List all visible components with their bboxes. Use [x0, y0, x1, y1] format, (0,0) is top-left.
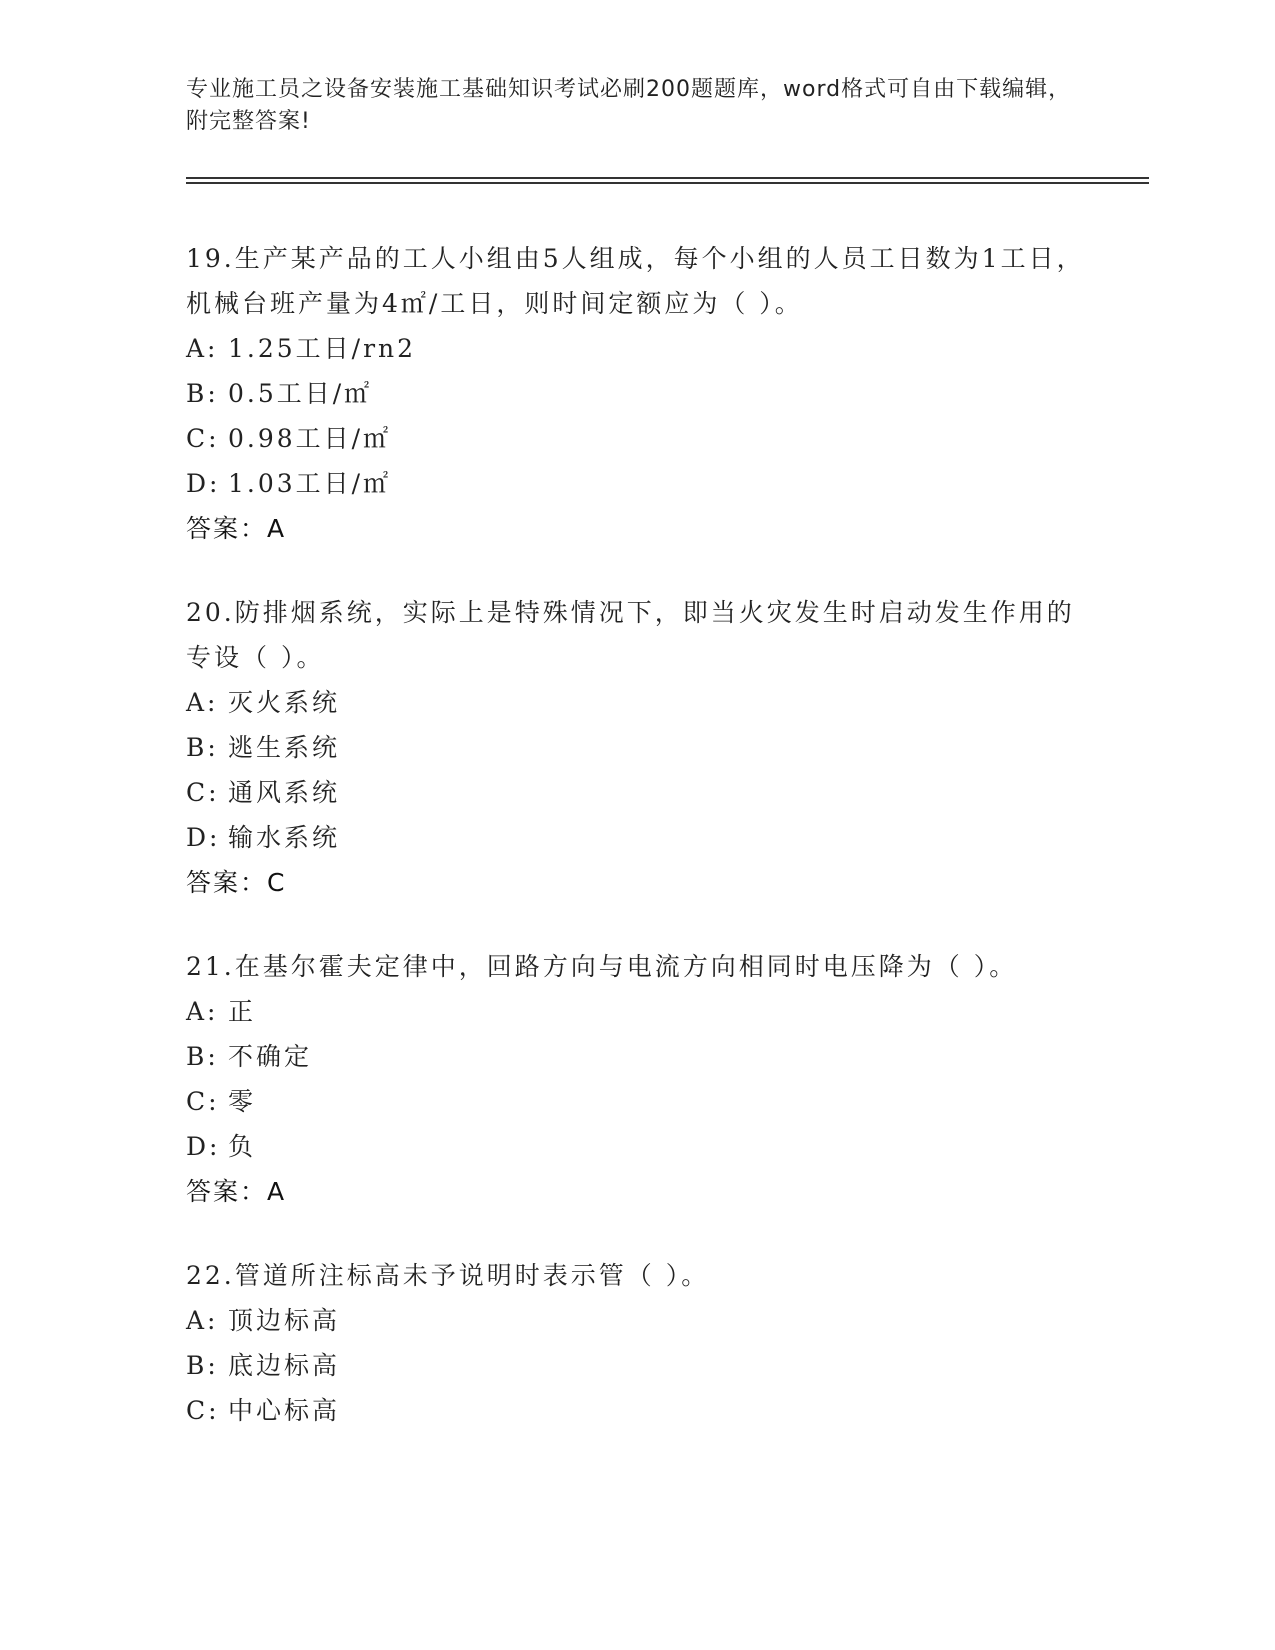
question-21	[186, 944, 1086, 1214]
option-key: D:	[186, 1132, 221, 1161]
option-b	[186, 725, 1086, 770]
option-text: 0.98工日/㎡	[228, 424, 392, 453]
option-key: A:	[186, 1306, 219, 1335]
option-a	[186, 326, 1086, 371]
option-d	[186, 1124, 1086, 1169]
option-c	[186, 770, 1086, 815]
question-text: 19.生产某产品的工人小组由5人组成，每个小组的人员工日数为1工日，机械台班产量为4㎡/工日，则时间定额应为（ ）。	[186, 244, 1085, 318]
option-text: 灭火系统	[228, 688, 341, 717]
question-text: 20.防排烟系统，实际上是特殊情况下，即当火灾发生时启动发生作用的专设（ ）。	[186, 598, 1075, 672]
option-key: C:	[186, 1396, 220, 1425]
option-text: 0.5工日/㎡	[228, 379, 373, 408]
option-key: C:	[186, 778, 220, 807]
question-list	[186, 236, 1086, 1472]
question-text: 22.管道所注标高未予说明时表示管（ ）。	[186, 1261, 710, 1290]
option-text: 中心标高	[228, 1396, 341, 1425]
option-key: A:	[186, 688, 219, 717]
option-b	[186, 371, 1086, 416]
option-a	[186, 1298, 1086, 1343]
option-d	[186, 815, 1086, 860]
option-b	[186, 1034, 1086, 1079]
option-key: A:	[186, 334, 219, 363]
option-text: 1.25工日/rn2	[228, 334, 417, 363]
question-20	[186, 590, 1086, 905]
option-c	[186, 1388, 1086, 1433]
header-divider-top	[186, 177, 1149, 179]
option-text: 顶边标高	[228, 1306, 341, 1335]
document-header: 专业施工员之设备安装施工基础知识考试必刷200题题库，word格式可自由下载编辑，附完整答案!	[186, 77, 1072, 134]
option-key: B:	[186, 1351, 219, 1380]
answer-label: 答案：A	[186, 514, 287, 543]
option-text: 零	[228, 1087, 257, 1116]
option-text: 输水系统	[228, 823, 341, 852]
option-c	[186, 1079, 1086, 1124]
question-22	[186, 1253, 1086, 1433]
option-key: C:	[186, 1087, 220, 1116]
answer-label: 答案：C	[186, 868, 287, 897]
option-a	[186, 680, 1086, 725]
option-key: D:	[186, 823, 221, 852]
answer-label: 答案：A	[186, 1177, 287, 1206]
option-text: 1.03工日/㎡	[228, 469, 392, 498]
header-divider-bottom	[186, 182, 1149, 184]
option-a	[186, 989, 1086, 1034]
option-text: 通风系统	[228, 778, 341, 807]
option-text: 正	[228, 997, 257, 1026]
option-key: C:	[186, 424, 220, 453]
option-key: B:	[186, 379, 219, 408]
option-b	[186, 1343, 1086, 1388]
option-key: B:	[186, 733, 219, 762]
option-key: B:	[186, 1042, 219, 1071]
option-text: 底边标高	[228, 1351, 341, 1380]
question-text: 21.在基尔霍夫定律中，回路方向与电流方向相同时电压降为（ ）。	[186, 952, 1018, 981]
option-text: 负	[228, 1132, 257, 1161]
option-text: 不确定	[228, 1042, 313, 1071]
option-key: D:	[186, 469, 221, 498]
option-c	[186, 416, 1086, 461]
option-text: 逃生系统	[228, 733, 341, 762]
option-key: A:	[186, 997, 219, 1026]
question-19	[186, 236, 1086, 551]
option-d	[186, 461, 1086, 506]
